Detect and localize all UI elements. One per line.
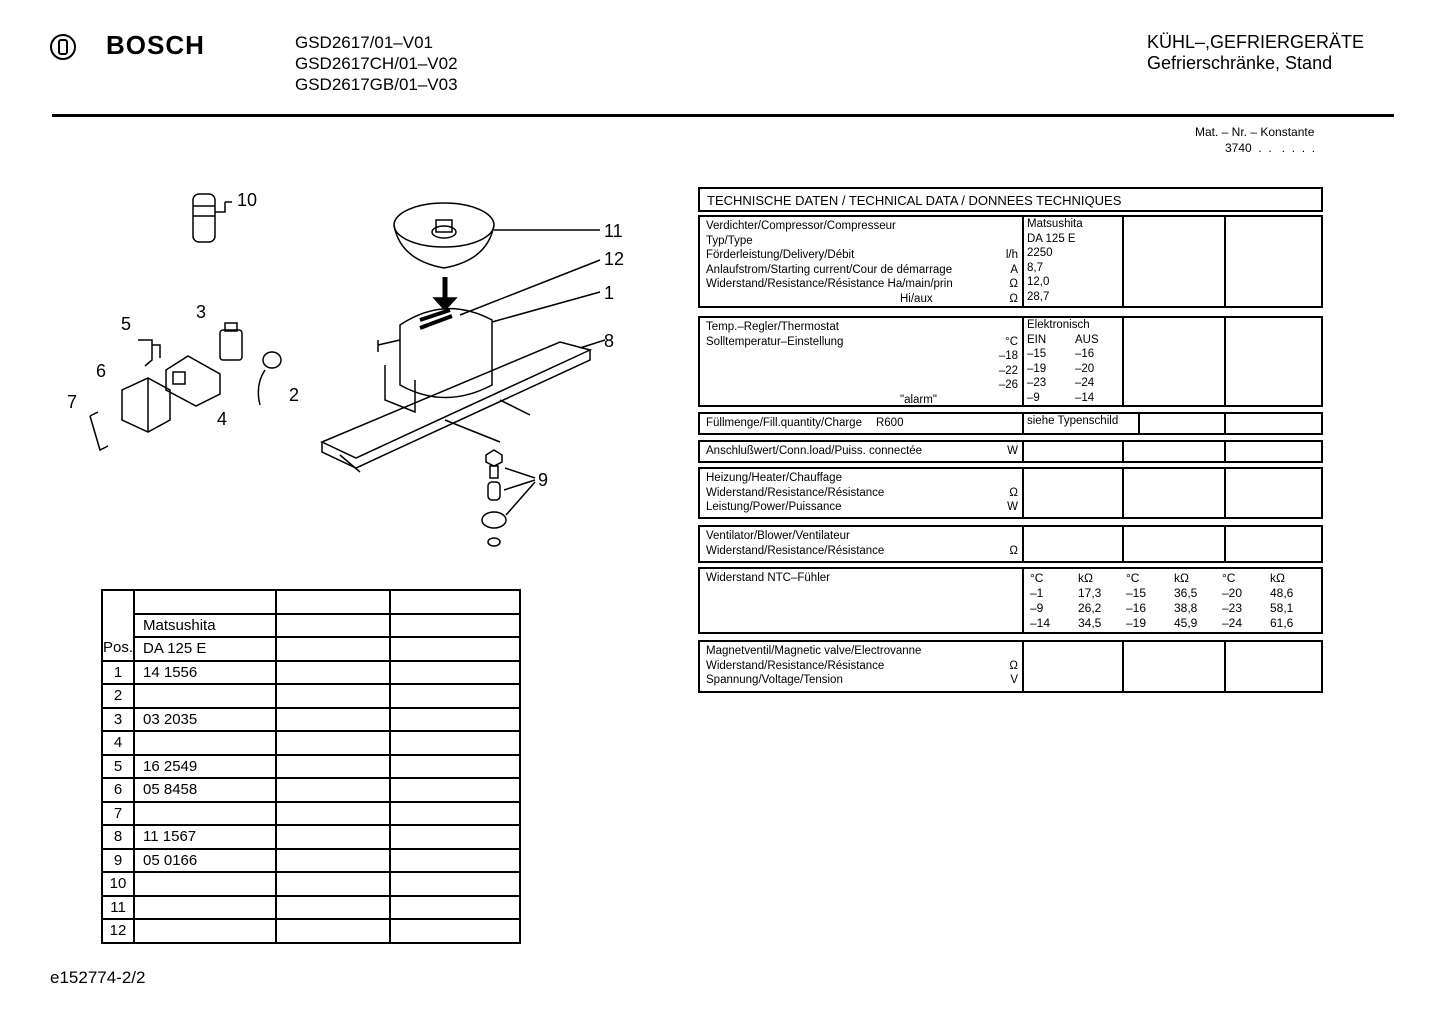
part-number: 05 0166 [134, 849, 276, 873]
valve-label: Magnetventil/Magnetic valve/Electrovanne [706, 645, 922, 657]
part-number: 14 1556 [134, 661, 276, 685]
blower-resistance-unit: Ω [1009, 544, 1018, 557]
callout-8: 8 [604, 331, 615, 351]
table-row [102, 637, 520, 661]
mat-value: 3740 . . . . . . [1225, 141, 1316, 155]
pos-number: 12 [102, 919, 134, 943]
compressor-block [698, 215, 1323, 308]
heater-power-label: Leistung/Power/Puissance [706, 501, 842, 513]
aus-value: –14 [1075, 391, 1095, 404]
connload-block [698, 440, 1323, 463]
pos-number: 3 [102, 708, 134, 732]
callout-2: 2 [289, 385, 300, 405]
part-number [134, 896, 276, 920]
part-number [134, 802, 276, 826]
table-row [102, 731, 520, 755]
compressor-label: Anlaufstrom/Starting current/Cour de démarrage [706, 263, 953, 276]
ein-value: –23 [1027, 377, 1047, 389]
compressor-value: 12,0 [1027, 276, 1050, 288]
callout-6: 6 [96, 361, 107, 381]
ntc-cell: 45,9 [1174, 616, 1198, 630]
pos-number: 6 [102, 778, 134, 802]
aus-value: –24 [1075, 377, 1095, 389]
parts-table [101, 589, 521, 944]
compressor-label: Förderleistung/Delivery/Débit [706, 249, 855, 261]
ntc-cell: 38,8 [1174, 601, 1198, 615]
compressor-value: 28,7 [1027, 290, 1050, 303]
ntc-cell: –24 [1222, 616, 1243, 630]
setting-3: –26 [998, 379, 1018, 391]
refrigerant: R600 [875, 417, 904, 429]
exploded-parts-diagram [60, 180, 630, 570]
ntc-head: °C [1030, 571, 1044, 585]
connload-unit: W [1007, 445, 1018, 457]
bosch-logo [50, 30, 205, 61]
part-number: 03 2035 [134, 708, 276, 732]
ntc-head: kΩ [1078, 571, 1093, 585]
ein-value: –9 [1027, 391, 1040, 404]
part-6-cover [122, 378, 170, 432]
aus-value: –20 [1075, 362, 1095, 375]
ntc-cell: 48,6 [1270, 586, 1294, 600]
callout-3: 3 [196, 302, 207, 322]
callout-4: 4 [217, 409, 228, 429]
ntc-label: Widerstand NTC–Fühler [706, 572, 830, 584]
fill-block [698, 412, 1323, 435]
aus-head: AUS [1075, 333, 1099, 346]
callout-7: 7 [67, 392, 78, 412]
table-row [102, 590, 520, 614]
connload-label: Anschlußwert/Conn.load/Puiss. connectée [706, 445, 923, 457]
tech-title: TECHNISCHE DATEN / TECHNICAL DATA / DONNEES TECHNIQUES [698, 187, 1323, 212]
fill-label: Füllmenge/Fill.quantity/Charge [706, 417, 862, 429]
pos-number: 4 [102, 731, 134, 755]
table-row [102, 755, 520, 779]
category [1147, 32, 1364, 74]
table-row [102, 896, 520, 920]
ntc-head: kΩ [1270, 571, 1285, 585]
table-row [102, 684, 520, 708]
pos-number: 11 [102, 896, 134, 920]
fill-value: siehe Typenschild [1022, 414, 1140, 433]
ntc-cell: –23 [1222, 601, 1243, 615]
compressor-value: DA 125 E [1027, 232, 1076, 245]
pos-number: 8 [102, 825, 134, 849]
ntc-cell: –20 [1222, 586, 1243, 600]
valve-voltage-label: Spannung/Voltage/Tension [706, 674, 843, 686]
ntc-cell: –9 [1030, 601, 1044, 615]
compressor-unit: l/h [1005, 249, 1018, 261]
manufacturer-cell: Matsushita [134, 614, 276, 638]
compressor-unit: A [1010, 263, 1018, 276]
mat-number [1195, 124, 1315, 156]
ntc-cell: –14 [1030, 616, 1051, 630]
heater-power-unit: W [1007, 501, 1018, 513]
blower-resistance-label: Widerstand/Resistance/Résistance [706, 544, 885, 557]
compressor-label: Verdichter/Compressor/Compresseur [706, 220, 896, 232]
ntc-cell: –19 [1126, 616, 1147, 630]
valve-resistance-unit: Ω [1009, 659, 1018, 672]
ntc-cell: 36,5 [1174, 586, 1198, 600]
compressor-unit: Ω [1009, 278, 1018, 290]
part-9-mounting [482, 450, 535, 546]
valve-resistance-label: Widerstand/Resistance/Résistance [706, 659, 885, 672]
part-number [134, 872, 276, 896]
ntc-cell: 61,6 [1270, 616, 1294, 630]
ein-head: EIN [1027, 333, 1047, 346]
part-number: 16 2549 [134, 755, 276, 779]
ntc-cell: –1 [1030, 586, 1044, 600]
pos-number: 7 [102, 802, 134, 826]
header-divider [52, 114, 1394, 117]
compressor-label: Widerstand/Resistance/Résistance Ha/main/prin [706, 278, 953, 290]
part-number: 11 1567 [134, 825, 276, 849]
callout-9: 9 [538, 470, 549, 490]
setting-1: –18 [998, 350, 1018, 362]
ein-value: –15 [1027, 348, 1047, 360]
pos-number: 2 [102, 684, 134, 708]
part-11-tray [394, 203, 600, 268]
compressor-value: Matsushita [1027, 218, 1083, 230]
part-2-protector [258, 352, 281, 405]
bosch-logo-icon [50, 34, 76, 60]
pos-number: 5 [102, 755, 134, 779]
thermostat-label: Temp.–Regler/Thermostat [706, 321, 839, 333]
table-row [1030, 571, 1318, 586]
table-row [102, 661, 520, 685]
part-1-compressor [378, 292, 600, 412]
ntc-block [698, 567, 1323, 634]
pos-number: 10 [102, 872, 134, 896]
setting-2: –22 [998, 364, 1018, 377]
pos-number: 9 [102, 849, 134, 873]
model-2: GSD2617CH/01–V02 [295, 54, 458, 73]
part-number: 05 8458 [134, 778, 276, 802]
part-number [134, 684, 276, 708]
heater-label: Heizung/Heater/Chauffage [706, 472, 842, 484]
part-number [134, 919, 276, 943]
pos-number: 1 [102, 661, 134, 685]
setpoint-unit: °C [1005, 335, 1018, 348]
callout-11: 11 [604, 221, 623, 241]
table-row [102, 919, 520, 943]
heater-block [698, 467, 1323, 519]
part-4-connector [166, 356, 220, 406]
ntc-cell: 58,1 [1270, 601, 1294, 615]
ntc-table [1030, 571, 1318, 631]
compressor-unit: Ω [1009, 292, 1018, 305]
callout-1: 1 [604, 283, 615, 303]
model-list [295, 32, 458, 95]
setpoint-label: Solltemperatur–Einstellung [706, 335, 844, 348]
part-3-relay [220, 323, 242, 360]
table-row [102, 825, 520, 849]
table-row [1030, 601, 1318, 616]
ntc-head: °C [1222, 571, 1236, 585]
heater-resistance-unit: Ω [1009, 486, 1018, 499]
table-row [102, 708, 520, 732]
ntc-cell: –16 [1126, 601, 1147, 615]
callout-10: 10 [237, 190, 258, 210]
pos-header: Pos. [102, 590, 134, 661]
type-cell: DA 125 E [134, 637, 276, 661]
table-row [102, 872, 520, 896]
ntc-cell: –15 [1126, 586, 1147, 600]
blower-label: Ventilator/Blower/Ventilateur [706, 530, 850, 542]
document-id: e152774-2/2 [50, 968, 146, 987]
model-1: GSD2617/01–V01 [295, 33, 433, 52]
alarm-label: "alarm" [900, 393, 937, 406]
ntc-head: °C [1126, 571, 1140, 585]
table-row [102, 802, 520, 826]
aus-value: –16 [1075, 348, 1095, 360]
part-5-clip [138, 340, 160, 366]
part-10-capacitor [193, 194, 232, 242]
ntc-head: kΩ [1174, 571, 1189, 585]
ntc-cell: 34,5 [1078, 616, 1102, 630]
heater-resistance-label: Widerstand/Resistance/Résistance [706, 486, 885, 499]
compressor-label: Typ/Type [706, 234, 753, 247]
compressor-label: Hi/aux [900, 292, 933, 305]
compressor-value: 2250 [1027, 247, 1053, 259]
table-row [102, 778, 520, 802]
part-7-bracket [90, 412, 108, 450]
table-row [102, 849, 520, 873]
model-3: GSD2617GB/01–V03 [295, 75, 458, 94]
ntc-cell: 26,2 [1078, 601, 1102, 615]
category-line-1: KÜHL–,GEFRIERGERÄTE [1147, 32, 1365, 52]
mat-label: Mat. – Nr. – Konstante [1195, 125, 1315, 139]
part-8-base [322, 340, 605, 472]
thermostat-block [698, 316, 1323, 407]
valve-voltage-unit: V [1010, 674, 1018, 686]
table-row [102, 614, 520, 638]
callout-5: 5 [121, 314, 132, 334]
ein-value: –19 [1027, 362, 1047, 375]
category-line-2: Gefrierschränke, Stand [1147, 53, 1333, 73]
callout-12: 12 [604, 249, 625, 269]
table-row [1030, 616, 1318, 631]
blower-block [698, 525, 1323, 563]
part-number [134, 731, 276, 755]
valve-block [698, 640, 1323, 693]
brand-name: BOSCH [106, 30, 205, 60]
table-row [1030, 586, 1318, 601]
ntc-cell: 17,3 [1078, 586, 1102, 600]
thermostat-type: Elektronisch [1027, 319, 1090, 331]
compressor-value: 8,7 [1027, 261, 1043, 274]
